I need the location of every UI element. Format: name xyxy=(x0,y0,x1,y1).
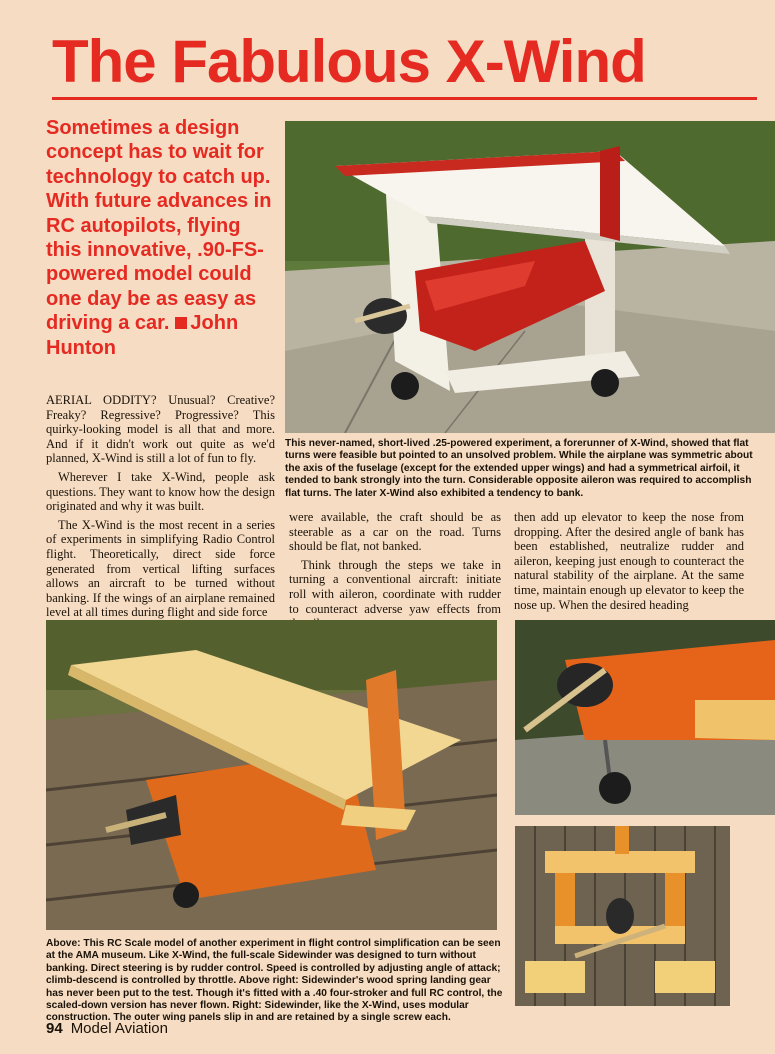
body-paragraph: The X-Wind is the most recent in a series of experiments in simplifying Radio Control flight. Theoretically, direct side force generated from vertical lifting surfaces allows an aircraft to be turned without banking. If the wings of an airplane remained level at all times during flight and side force xyxy=(46,517,275,620)
magazine-name: Model Aviation xyxy=(70,1020,168,1037)
byline: John Hunton xyxy=(46,312,239,359)
photo-forerunner-illustration xyxy=(285,121,775,433)
title-rule xyxy=(52,97,757,100)
body-column-3 xyxy=(514,510,744,616)
photo-forerunner-model xyxy=(285,121,775,433)
photo-sidewinder-model xyxy=(46,620,497,930)
photo-landing-gear-closeup xyxy=(515,620,775,815)
deck-text: Sometimes a design concept has to wait for technology to catch up. With future advances in RC autopilots, flying this innovative, .90-FS-powered model could one day be as easy as driving a car. xyxy=(46,117,272,335)
page-folio xyxy=(46,1020,168,1037)
photo-landing-gear-illustration xyxy=(515,620,775,815)
byline-square-icon xyxy=(175,317,187,329)
article-title: The Fabulous X-Wind xyxy=(52,28,646,95)
photo-modular-construction xyxy=(515,826,730,1006)
photo-sidewinder-illustration xyxy=(46,620,497,930)
page-number: 94 xyxy=(46,1020,63,1037)
caption-top-photo: This never-named, short-lived .25-powered experiment, a forerunner of X-Wind, showed that flat turns were feasible but pointed to an unsolved problem. While the airplane was symmetric about the axis of the fuselage (except for the extended upper wings) and had a symmetrical airfoil, it tended to bank strongly into the turn. Considerable opposite aileron was required to accomplish flat turns. The later X-Wind also exhibited a tendency to bank. xyxy=(285,438,753,499)
body-column-2 xyxy=(289,510,501,635)
body-paragraph: Wherever I take X-Wind, people ask questions. They want to know how the design originated and why it was built. xyxy=(46,469,275,514)
body-paragraph: Think through the steps we take in turning a conventional aircraft: initiate roll with aileron, coordinate with rudder to counteract adverse yaw effects from xyxy=(289,557,501,616)
article-deck xyxy=(46,116,280,360)
photo-modular-illustration xyxy=(515,826,730,1006)
body-column-1 xyxy=(46,393,275,624)
body-paragraph: AERIAL ODDITY? Unusual? Creative? Freaky? Regressive? Progressive? This quirky-looking model is all that and more. And if it didn't work out quite as we'd planned, X-Wind is still a lot of fun to fly. xyxy=(46,393,275,466)
body-paragraph: then add up elevator to keep the nose from dropping. After the desired angle of bank has been established, neutralize rudder and aileron, keeping just enough to counteract the natural stability of the airplane. At the same time, maintain enough up elevator to keep the nose up. When the desired heading xyxy=(514,510,744,612)
body-paragraph: were available, the craft should be as steerable as a car on the road. Turns should be flat, not banked. xyxy=(289,510,501,554)
caption-bottom-photos: Above: This RC Scale model of another experiment in flight control simplification can be seen at the AMA museum. Like X-Wind, the full-scale Sidewinder was designed to turn without banking. Direct steering is by rudder control. Speed is controlled by adjusting angle of attack; climb-descend is controlled by throttle. Above right: Sidewinder's wood spring landing gear has never been put to the test. Though it's fitted with a .40 four-stroker and full RC control, the scaled-down version has never flown. Right: Sidewinder, like the X-Wind, uses modular construction. The outer wing panels slip in and are retained by a single screw each. xyxy=(46,938,503,1024)
